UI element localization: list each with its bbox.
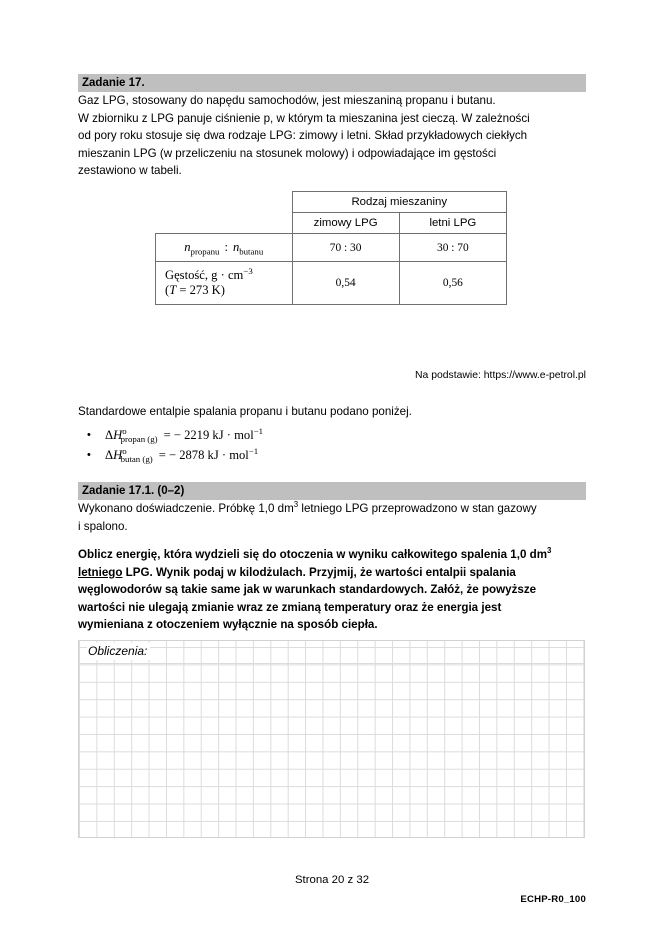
context-line-1 xyxy=(78,500,586,518)
density-label-line-2 xyxy=(165,283,225,297)
mol-exponent: −1 xyxy=(253,425,264,436)
delta-symbol: Δ xyxy=(105,447,114,462)
density-exponent: −3 xyxy=(243,265,253,276)
instruction-line-1 xyxy=(78,546,586,564)
standard-state-superscript: o xyxy=(122,445,127,456)
volume-exponent: 3 xyxy=(293,500,299,510)
table-row-label-density xyxy=(156,262,293,305)
n-subscript-propane: propanu xyxy=(190,246,220,257)
task-intro-paragraph xyxy=(78,92,586,180)
n-symbol-2: n xyxy=(232,240,240,254)
intro-line-2: W zbiorniku z LPG panuje ciśnienie p, w którym ta mieszanina jest cieczą. W zależności xyxy=(78,111,530,125)
table-cell-mole-ratio-summer: 30 : 70 xyxy=(399,234,506,262)
context-line-2: i spalono. xyxy=(78,519,128,533)
species-subscript-butane: butan (g) xyxy=(120,454,153,465)
list-item xyxy=(78,425,586,445)
table-row-col-headers xyxy=(156,213,507,234)
table-col-header-summer: letni LPG xyxy=(399,213,506,234)
h-symbol: H xyxy=(113,447,123,462)
table-cell-mole-ratio-winter: 70 : 30 xyxy=(292,234,399,262)
paren-open: ( xyxy=(165,283,170,297)
context-line-1-text-a: Wykonano doświadczenie. Próbkę 1,0 dm xyxy=(78,502,294,515)
calculations-grid-box[interactable] xyxy=(78,640,585,838)
table-corner-blank-1 xyxy=(156,192,293,213)
instruction-line-4: wartości nie ulegają zmianie wraz ze zmianą temperatury oraz że energia jest xyxy=(78,600,502,614)
instruction-paragraph xyxy=(78,546,586,634)
list-item xyxy=(78,445,586,465)
standard-state-superscript: o xyxy=(122,425,127,436)
enthalpy-lead-text: Standardowe entalpie spalania propanu i butanu podano poniżej. xyxy=(78,405,412,418)
species-subscript-propane: propan (g) xyxy=(120,434,158,445)
enthalpy-block xyxy=(78,403,586,465)
n-symbol-1: n xyxy=(184,240,191,254)
intro-line-3: od pory roku stosuje się dwa rodzaje LPG: zimowy i letni. Skład przykładowych ciekłych xyxy=(78,129,528,143)
source-attribution: Na podstawie: https://www.e-petrol.pl xyxy=(415,370,586,381)
subtask-context-paragraph xyxy=(78,500,586,535)
intro-line-5: zestawiono w tabeli. xyxy=(78,164,182,178)
subtask-header-label: Zadanie 17.1. (0–2) xyxy=(78,482,586,500)
bullet-icon: • xyxy=(87,428,91,441)
ratio-colon: : xyxy=(224,240,228,254)
instruction-line-2-rest: LPG. Wynik podaj w kilodżulach. Przyjmij, że wartości entalpii spalania xyxy=(122,565,516,579)
table-row-group-header xyxy=(156,192,507,213)
mol-exponent: −1 xyxy=(248,445,259,456)
footer-page-number: Strona 20 z 32 xyxy=(294,874,370,886)
calculations-label: Obliczenia: xyxy=(87,643,150,660)
instruction-line-5: wymieniana z otoczeniem wyłącznie na sposób ciepła. xyxy=(78,618,378,632)
calculations-label-rule xyxy=(79,663,584,664)
subtask-header-band xyxy=(78,482,586,500)
table-cell-density-summer: 0,56 xyxy=(399,262,506,305)
context-line-1-text-b: letniego LPG przeprowadzono w stan gazowy xyxy=(298,502,537,515)
instruction-line-2 xyxy=(78,564,586,582)
n-subscript-butane: butanu xyxy=(239,246,264,257)
temperature-value: = 273 K) xyxy=(176,283,225,297)
enthalpy-formula-butane xyxy=(105,445,259,465)
mole-ratio-formula xyxy=(184,240,264,257)
answer-area[interactable] xyxy=(78,640,585,838)
enthalpy-value-butane: = − 2878 kJ · mol xyxy=(158,447,249,462)
mixture-table-wrapper xyxy=(78,191,586,305)
table-group-header-cell: Rodzaj mieszaniny xyxy=(292,192,507,213)
table-row xyxy=(156,262,507,305)
temperature-symbol: T xyxy=(169,283,177,297)
h-symbol: H xyxy=(113,427,123,442)
enthalpy-formula-propane xyxy=(105,425,264,445)
bullet-icon: • xyxy=(87,448,91,461)
enthalpy-list xyxy=(78,425,586,465)
instruction-line-3: węglowodorów są takie same jak w warunkach standardowych. Załóż, że powyższe xyxy=(78,583,537,597)
table-row xyxy=(156,234,507,262)
volume-exponent: 3 xyxy=(547,546,552,556)
underlined-summer-word: letniego xyxy=(78,565,123,579)
footer-sheet-code: ECHP-R0_100 xyxy=(520,894,586,905)
intro-line-4: mieszanin LPG (w przeliczeniu na stosunek molowy) i odpowiadające im gęstości xyxy=(78,146,497,160)
table-corner-blank-2 xyxy=(156,213,293,234)
table-cell-density-winter: 0,54 xyxy=(292,262,399,305)
enthalpy-value-propane: = − 2219 kJ · mol xyxy=(163,427,254,442)
delta-symbol: Δ xyxy=(105,427,114,442)
task-header-label: Zadanie 17. xyxy=(78,74,586,92)
task-header-band xyxy=(78,74,586,92)
intro-line-1: Gaz LPG, stosowany do napędu samochodów, jest mieszaniną propanu i butanu. xyxy=(78,94,496,107)
table-col-header-winter: zimowy LPG xyxy=(292,213,399,234)
density-label-line-1 xyxy=(165,265,253,282)
table-row-label-mole-ratio xyxy=(156,234,293,262)
mixture-table xyxy=(155,191,507,305)
instruction-line-1-text: Oblicz energię, która wydzieli się do otoczenia w wyniku całkowitego spalenia 1,0 dm xyxy=(78,548,548,561)
exam-page xyxy=(78,0,586,938)
density-text: Gęstość, g · cm xyxy=(165,268,244,282)
